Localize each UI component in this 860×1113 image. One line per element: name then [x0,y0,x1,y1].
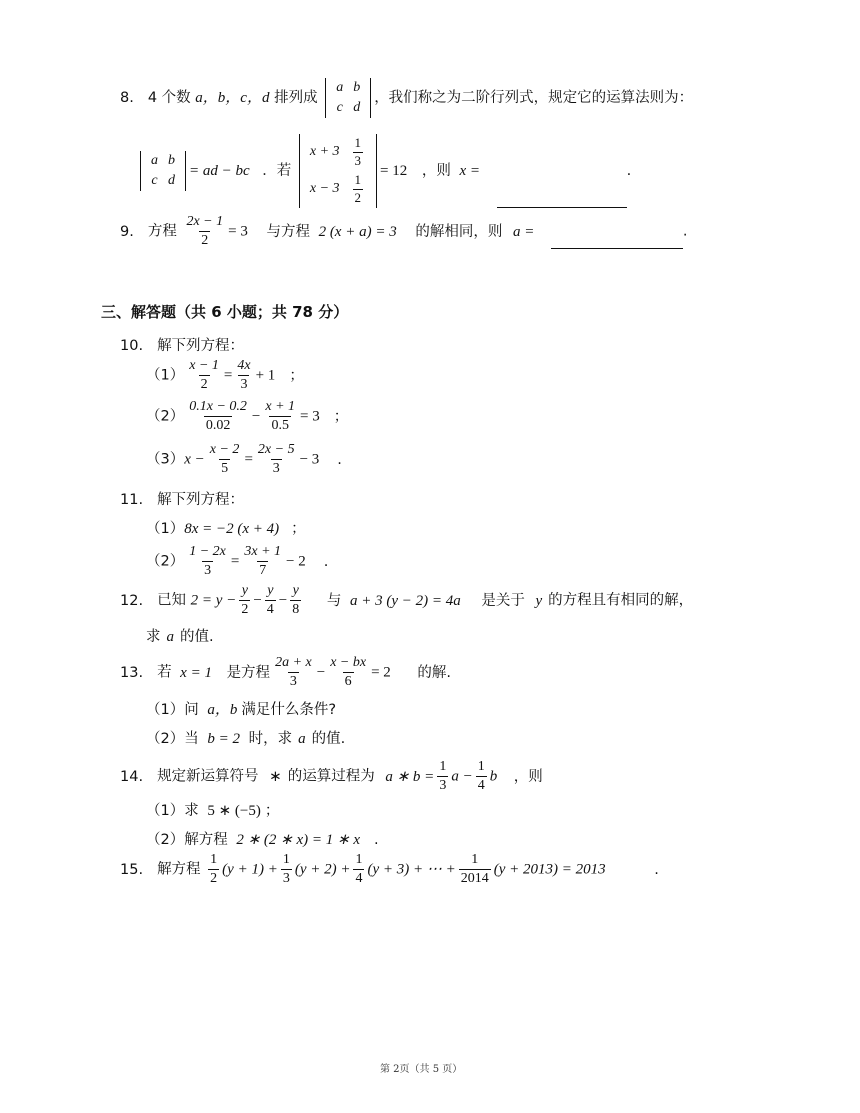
q14-p1-expr: 5 ∗ (−5) [207,803,261,819]
q8-eq12: = 12 [380,162,408,179]
section-3-title: 三、解答题（共 6 小题；共 78 分） [101,303,349,321]
q14-frac-1 [437,759,448,794]
q13-b-num: x − bx [330,655,367,670]
q10-p1-label: （1） [146,367,185,384]
q13-p1-t1: 问 [184,702,199,718]
q15-f3-num: 1 [355,852,363,867]
q14-p2-end: . [373,832,379,848]
q15-t1: (y + 1) + [222,861,278,878]
q15-t2: (y + 2) + [294,861,351,878]
q10-p3-a-num: x − 2 [209,442,240,457]
q15-line [120,852,659,887]
q10-title: 解下列方程： [157,338,245,354]
q14-t1: 规定新运算符号 [157,768,259,785]
q15-label: 解方程 [157,861,201,878]
q12-f1-num: y [241,583,248,598]
q15-t4: (y + 2013) = 2013 [493,861,606,878]
q13-p2-t2: 时，求 [248,731,293,747]
q13-p1-label: （1） [146,702,185,718]
q13-p2-t3: 的值. [311,731,346,747]
q11-p2-frac-a [187,544,228,579]
q13-a-den: 3 [289,674,297,690]
q15-f1-den: 2 [210,871,218,887]
q12-with: 与 [326,592,342,609]
q8-ze: ，则 [421,162,451,179]
q11-p1-label: （1） [146,521,185,537]
q8-rule-determinant: a b c d [140,151,186,191]
q13-end: 的解. [417,664,452,681]
q12-minus-1: − [253,592,262,609]
q11-part1 [146,517,306,538]
q13-p2-t1: 当 [184,731,199,747]
q13-line1 [120,655,451,690]
q13-xeq: x = 1 [180,664,212,681]
q10-p3-a-den: 5 [221,461,229,477]
q10-p2-frac-a [187,399,249,434]
q10-p2-frac-b [263,399,297,434]
q11-p2-a-num: 1 − 2x [189,544,226,559]
q8-vars: a，b，c，d [195,90,270,106]
q10-part2 [146,399,348,434]
q12-eq2: a + 3 (y − 2) = 4a [349,592,461,609]
q15-frac-4 [459,852,491,887]
q8-answer-blank[interactable] [497,193,627,208]
q14-part1 [146,799,279,820]
q13-part2 [146,727,345,748]
q11-p2-label: （2） [146,553,185,570]
q12-label: 已知 [157,592,187,609]
q14-lead: a ∗ b = [385,768,435,785]
q10-p3-label: （3） [146,451,185,468]
q10-p3-frac-a [208,442,242,477]
q10-p1-b-num: 4x [237,358,251,373]
q10-p3-b-num: 2x − 5 [257,442,295,457]
q11-number: 11. [120,492,144,508]
q12-y: y [535,592,543,609]
q11-title-line [120,488,244,509]
q10-p2-a-num: 0.1x − 0.2 [189,399,247,414]
q8-number: 8. [120,90,134,106]
q14-mid: a − [451,768,473,785]
q12-f3-den: 8 [292,602,300,618]
q14-p1-end: ； [264,803,280,819]
q8-xeq: x = [459,162,481,179]
page-footer: 第 2页（共 5 页） [380,1064,463,1075]
q14-p2-expr: 2 ∗ (2 ∗ x) = 1 ∗ x [236,832,360,848]
q11-part2 [146,544,328,579]
q12-f1-den: 2 [241,602,249,618]
q10-p3-lead: x − [184,451,205,468]
q10-p2-tail: = 3 [300,408,320,425]
q10-p2-label: （2） [146,408,185,425]
q11-p1-end: ； [291,521,306,537]
q10-p2-b-den: 0.5 [271,418,289,434]
q10-p1-end: ； [289,367,304,384]
q13-p2-a: a [298,731,306,747]
q14-part2 [146,828,379,849]
q15-f4-den: 2014 [460,871,489,887]
q13-minus: − [316,664,326,681]
q8-line1 [120,78,693,118]
q12-frac-1 [239,583,250,618]
q9-label: 方程 [147,223,177,240]
q12-line2b: 的值. [180,629,214,645]
q12-line2a: 求 [146,629,161,645]
q11-p2-frac-b [242,544,283,579]
q11-p1-expr: 8x = −2 (x + 4) [184,521,280,537]
q11-title: 解下列方程： [157,492,245,508]
q10-p3-b-den: 3 [272,461,280,477]
q12-line2 [146,625,214,646]
q8-ruo: ．若 [262,162,292,179]
q8-text-a: 排列成 [274,90,318,106]
q8-line2 [137,134,631,208]
q12-f3-num: y [292,583,299,598]
q14-f1-den: 3 [439,778,447,794]
q10-p2-minus: − [251,408,261,425]
q14-p2-label: （2） [146,832,185,848]
q13-p1-t2: 满足什么条件? [241,702,337,718]
q13-b-den: 6 [344,674,352,690]
q10-p1-a-den: 2 [200,377,208,393]
q14-f1-num: 1 [439,759,447,774]
q11-p2-b-den: 7 [259,563,267,579]
q10-part1 [146,358,304,393]
q12-f2-den: 4 [266,602,274,618]
q8-text-b: ，我们称之为二阶行列式，规定它的运算法则为： [374,90,694,106]
q9-answer-blank[interactable] [551,234,683,249]
q9-mid: 与方程 [266,223,310,240]
q10-p3-frac-b [256,442,297,477]
q14-number: 14. [120,768,144,785]
q8-m12-den: 3 [354,152,362,168]
q15-t3: (y + 3) + ⋯ + [367,861,456,878]
q13-a-num: 2a + x [275,655,312,670]
q12-frac-2 [265,583,276,618]
q13-frac-a [273,655,314,690]
q15-f4-num: 1 [471,852,479,867]
q8-m22-den: 2 [354,189,362,205]
q12-tail2: 的方程且有相同的解， [548,592,694,609]
q12-minus-2: − [278,592,288,609]
q10-p2-end: ； [333,408,349,425]
q10-p1-frac-a [187,358,221,393]
q13-ruo: 若 [157,664,172,681]
q8-m11: x + 3 [309,144,340,160]
q15-frac-1 [208,852,219,887]
q10-part3 [146,442,342,477]
q10-p1-b-den: 3 [240,377,248,393]
q15-frac-3 [353,852,364,887]
q11-p2-tail: − 2 [286,553,306,570]
q9-fraction [184,214,225,249]
q10-title-line [120,334,244,355]
q15-f2-den: 3 [282,871,290,887]
q12-frac-3 [290,583,301,618]
q13-tail: = 2 [371,664,391,681]
q13-number: 13. [120,664,144,681]
q13-p1-ab: a，b [207,702,238,718]
q15-f1-num: 1 [210,852,218,867]
q15-frac-2 [281,852,292,887]
q10-p1-frac-b [235,358,252,393]
q10-p1-tail: + 1 [255,367,276,384]
q14-p2-t1: 解方程 [184,832,228,848]
q12-number: 12. [120,592,144,609]
q15-f2-num: 1 [282,852,290,867]
q14-f2-num: 1 [477,759,485,774]
q12-a: a [166,629,174,645]
q10-p3-eq: = [244,451,253,468]
q11-p2-b-num: 3x + 1 [244,544,282,559]
q14-p1-t1: 求 [184,803,199,819]
q11-p2-eq: = [230,553,240,570]
q8-given-determinant [299,134,377,208]
q9-number: 9. [120,223,134,240]
q14-line1 [120,759,543,794]
q8-m22-num: 1 [354,171,362,187]
q14-star: ∗ [269,768,282,785]
q15-f3-den: 4 [355,871,363,887]
q14-tail: b [489,768,498,785]
q13-frac-b [328,655,368,690]
q10-number: 10. [120,338,144,354]
q14-t2: 的运算过程为 [287,768,375,785]
q14-ze: ，则 [513,768,543,785]
q8-m21: x − 3 [309,181,340,197]
q12-tail1: 是关于 [481,592,525,609]
q9-frac-num: 2x − 1 [186,214,224,229]
q9-tail: 的解相同，则 [415,223,503,240]
q11-p2-end: . [323,553,329,570]
q12-lead: 2 = y − [190,592,237,609]
q10-p2-a-den: 0.02 [205,418,231,434]
q10-p1-eq: = [223,367,233,384]
q13-p2-label: （2） [146,731,185,747]
q9-aeq: a = [512,223,535,240]
q15-end: . [654,861,659,878]
q8-dot: . [626,162,632,179]
q10-p2-b-num: x + 1 [265,399,296,414]
q8-rule: = ad − bc [189,162,250,179]
q10-p3-end: . [337,451,342,468]
q9-eq2: 2 (x + a) = 3 [318,223,397,240]
q13-part1 [146,698,336,719]
q13-is: 是方程 [226,664,271,681]
q12-f2-num: y [267,583,274,598]
q9-dot: . [682,223,688,240]
q11-p2-a-den: 3 [204,563,212,579]
q9-line [120,214,688,249]
q10-p1-a-num: x − 1 [189,358,219,373]
q14-p1-label: （1） [146,803,185,819]
q8-determinant-abcd: a b c d [325,78,371,118]
q9-frac-den: 2 [201,233,209,249]
q14-f2-den: 4 [477,778,485,794]
q13-p2-beq: b = 2 [207,731,240,747]
q9-eq: = 3 [228,223,248,240]
q8-m12-num: 1 [354,135,362,150]
q10-p3-tail: − 3 [299,451,320,468]
q12-line1 [120,583,693,618]
q14-frac-2 [476,759,487,794]
q8-intro: 4 个数 [147,90,191,106]
q15-number: 15. [120,861,144,878]
